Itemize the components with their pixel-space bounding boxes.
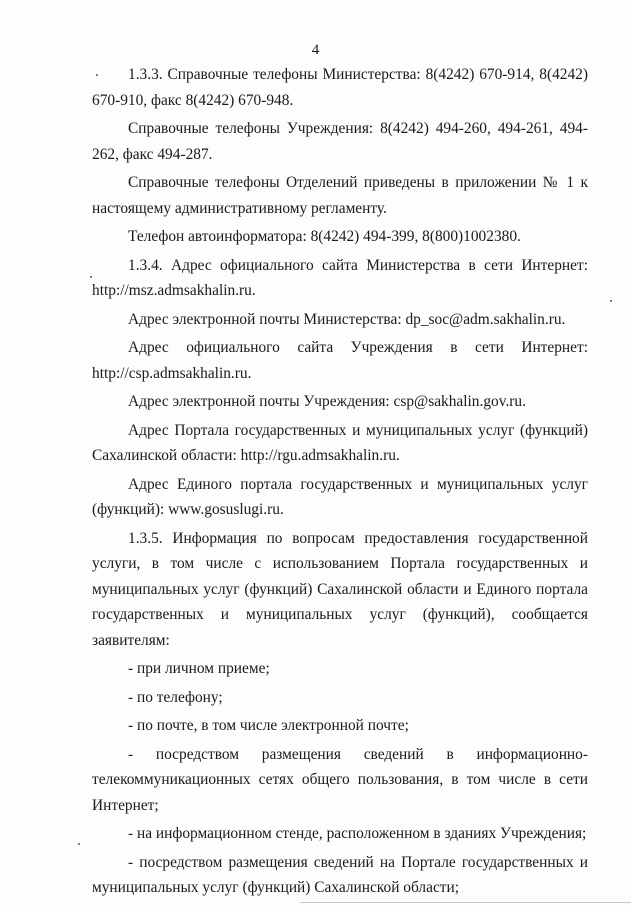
list-item-in-person: - при личном приеме; [128,660,270,677]
list-item-info-stand: - на информационном стенде, расположенном в зданиях Учреждения; [128,825,587,842]
list-item-mail: - по почте, в том числе электронной почте; [128,717,409,734]
scan-speck [78,843,80,845]
scan-speck [610,300,612,302]
page-number: 4 [311,42,320,58]
paragraph-regional-portal: Адрес Портала государственных и муниципальных услуг (функций) Сахалинской области: http://rgu.admsakhalin.ru. [92,421,588,464]
document-body [92,62,588,904]
paragraph-unified-portal: Адрес Единого портала государственных и муниципальных услуг (функций): www.gosuslugi.ru. [92,475,588,518]
list-item-networks: - посредством размещения сведений в информационно-телекоммуникационных сетях общего пользования, в том числе в сети Интернет; [92,745,588,814]
scan-speck [96,74,98,76]
list-item-regional-portal: - посредством размещения сведений на Портале государственных и муниципальных услуг (функций) Сахалинской области; [92,853,588,896]
paragraph-institution-email: Адрес электронной почты Учреждения: csp@sakhalin.gov.ru. [128,393,526,410]
paragraph-department-phones: Справочные телефоны Отделений приведены в приложении № 1 к настоящему административному регламенту. [92,174,588,217]
paragraph-ministry-website: 1.3.4. Адрес официального сайта Министерства в сети Интернет: http://msz.admsakhalin.ru. [92,256,588,299]
paragraph-ministry-email: Адрес электронной почты Министерства: dp_soc@adm.sakhalin.ru. [128,310,566,328]
paragraph-ministry-phones: 1.3.3. Справочные телефоны Министерства: 8(4242) 670-914, 8(4242) 670-910, факс 8(4242) 670-948. [92,66,588,109]
paragraph-autoinformer-phone: Телефон автоинформатора: 8(4242) 494-399, 8(800)1002380. [128,228,521,245]
scan-edge-line [300,902,631,903]
list-item-phone: - по телефону; [128,688,223,706]
paragraph-institution-phones: Справочные телефоны Учреждения: 8(4242) 494-260, 494-261, 494-262, факс 494-287. [92,120,588,163]
paragraph-information-channels: 1.3.5. Информация по вопросам предоставления государственной услуги, в том числе с использованием Портала государственных и муниципальных услуг (функций) Сахалинской области и Единого портала государственных и муниципальных услуг (функций), сообщается заявителям: [92,529,588,649]
paragraph-institution-website: Адрес официального сайта Учреждения в сети Интернет: http://csp.admsakhalin.ru. [92,339,588,382]
scan-speck [90,276,92,278]
